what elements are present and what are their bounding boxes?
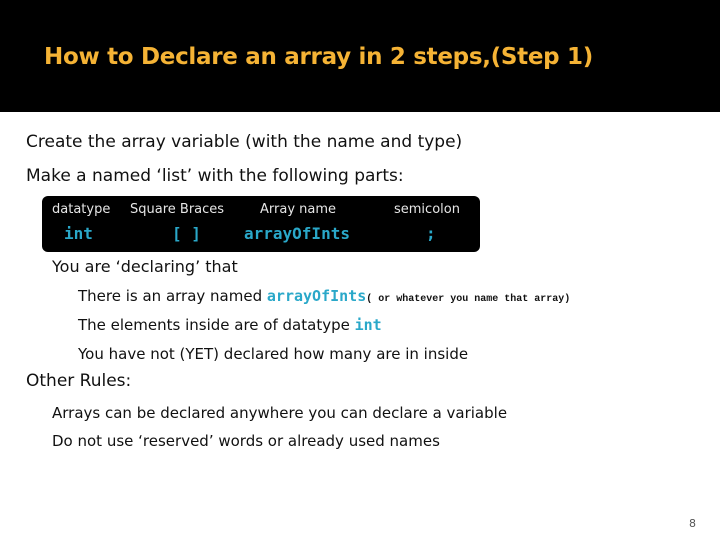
rule-declare-anywhere: Arrays can be declared anywhere you can declare a variable xyxy=(52,404,508,422)
sub2-prefix: The elements inside are of datatype xyxy=(78,316,355,334)
label-datatype: datatype xyxy=(52,202,111,217)
sub-bullet-datatype xyxy=(78,316,382,334)
bullet-create-array: Create the array variable (with the name and type) xyxy=(26,132,463,152)
declaration-diagram xyxy=(42,196,480,252)
title-bar xyxy=(0,0,720,112)
code-square-braces: [ ] xyxy=(172,224,201,243)
sub2-code: int xyxy=(354,316,382,334)
code-array-name: arrayOfInts xyxy=(244,224,350,243)
declaring-intro: You are ‘declaring’ that xyxy=(52,257,238,276)
bullet-make-list: Make a named ‘list’ with the following parts: xyxy=(26,166,404,186)
other-rules-heading: Other Rules: xyxy=(26,371,132,391)
rule-reserved-words: Do not use ‘reserved’ words or already used names xyxy=(52,432,440,450)
sub1-code: arrayOfInts xyxy=(266,287,367,305)
code-semicolon: ; xyxy=(426,224,436,243)
sub-bullet-array-named xyxy=(78,287,570,305)
sub-bullet-not-declared: You have not (YET) declared how many are in inside xyxy=(78,345,469,363)
slide-title: How to Declare an array in 2 steps,(Step 1) xyxy=(44,44,593,70)
label-square-braces: Square Braces xyxy=(130,202,225,217)
label-semicolon: semicolon xyxy=(394,202,460,217)
page-number: 8 xyxy=(689,517,696,530)
sub1-prefix: There is an array named xyxy=(78,287,267,305)
code-datatype: int xyxy=(64,224,93,243)
label-array-name: Array name xyxy=(260,202,337,217)
sub1-suffix: ( or whatever you name that array) xyxy=(366,294,571,305)
